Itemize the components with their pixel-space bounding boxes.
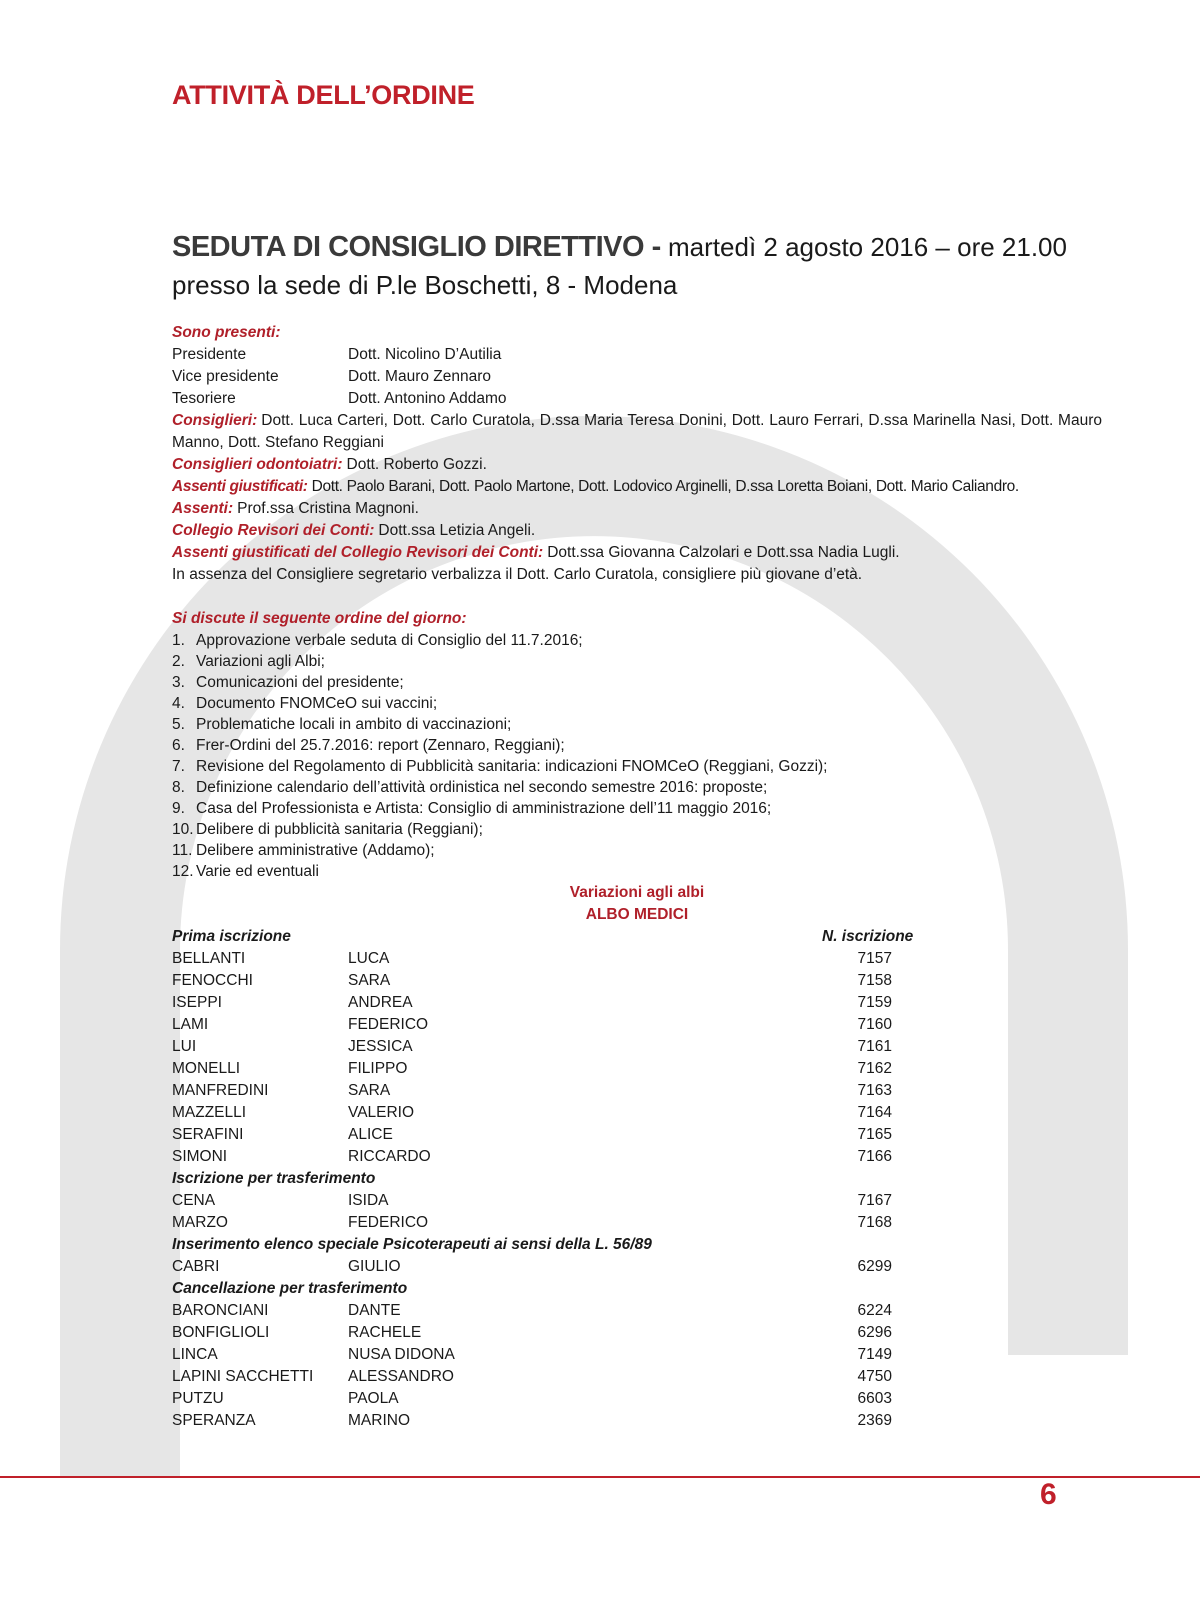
- agenda-item: 2. Variazioni agli Albi;: [172, 653, 325, 670]
- meeting-title-bold: SEDUTA DI CONSIGLIO DIRETTIVO -: [172, 231, 661, 263]
- register-entry: [172, 1080, 1102, 1102]
- entry-number: 2369: [857, 1412, 892, 1429]
- dental-councillors-line: Consiglieri odontoiatri: Dott. Roberto Gozzi.: [172, 456, 487, 473]
- register-entry: [172, 1102, 1102, 1124]
- register-title: Variazioni agli albi: [569, 884, 705, 901]
- register-group-heading: [172, 926, 1102, 948]
- entry-number: 7167: [857, 1192, 892, 1209]
- register-entry: [172, 970, 1102, 992]
- officer-row: Tesoriere Dott. Antonino Addamo: [172, 390, 507, 407]
- register-entry: [172, 1190, 1102, 1212]
- entry-number: 6296: [857, 1324, 892, 1341]
- entry-number: 7166: [857, 1148, 892, 1165]
- entry-name: SARA: [348, 972, 391, 989]
- register-group-heading: [172, 1278, 1102, 1300]
- entry-name: VALERIO: [348, 1104, 415, 1121]
- register-entry: [172, 1366, 1102, 1388]
- entry-surname: FENOCCHI: [172, 972, 253, 989]
- entry-surname: MONELLI: [172, 1060, 241, 1077]
- entry-surname: MARZO: [172, 1214, 228, 1231]
- entry-name: LUCA: [348, 950, 390, 967]
- entry-name: PAOLA: [348, 1390, 399, 1407]
- entry-surname: BARONCIANI: [172, 1302, 269, 1319]
- entry-name: FILIPPO: [348, 1060, 408, 1077]
- entry-number: 6603: [857, 1390, 892, 1407]
- agenda-item: 5. Problematiche locali in ambito di vaccinazioni;: [172, 716, 512, 733]
- register-group-label: Inserimento elenco speciale Psicoterapeuti ai sensi della L. 56/89: [172, 1236, 652, 1253]
- entry-number: 7158: [857, 972, 892, 989]
- absent-line: Assenti: Prof.ssa Cristina Magnoni.: [172, 500, 419, 517]
- entry-number: 7162: [857, 1060, 892, 1077]
- entry-surname: ISEPPI: [172, 994, 222, 1011]
- entry-name: GIULIO: [348, 1258, 401, 1275]
- present-label: Sono presenti:: [172, 324, 281, 341]
- register-entry: [172, 992, 1102, 1014]
- agenda-item: 12. Varie ed eventuali: [172, 863, 319, 880]
- entry-number: 7161: [857, 1038, 892, 1055]
- agenda-item: 10. Delibere di pubblicità sanitaria (Reggiani);: [172, 821, 483, 838]
- auditors-line: Collegio Revisori dei Conti: Dott.ssa Letizia Angeli.: [172, 522, 536, 539]
- entry-surname: BELLANTI: [172, 950, 246, 967]
- register-entry: [172, 1058, 1102, 1080]
- entry-name: ANDREA: [348, 994, 413, 1011]
- register-entry: [172, 1036, 1102, 1058]
- entry-number: 6299: [857, 1258, 892, 1275]
- entry-number: 7164: [857, 1104, 892, 1121]
- entry-surname: LAMI: [172, 1016, 209, 1033]
- entry-surname: MANFREDINI: [172, 1082, 269, 1099]
- register-entry: [172, 1388, 1102, 1410]
- entry-surname: BONFIGLIOLI: [172, 1324, 270, 1341]
- register-entry: [172, 1410, 1102, 1432]
- entry-number: 7157: [857, 950, 892, 967]
- officer-row: Presidente Dott. Nicolino D’Autilia: [172, 346, 502, 363]
- agenda-item: 11. Delibere amministrative (Addamo);: [172, 842, 435, 859]
- agenda-label: Si discute il seguente ordine del giorno:: [172, 610, 467, 627]
- page-number: 6: [1040, 1478, 1057, 1511]
- entry-surname: SERAFINI: [172, 1126, 244, 1143]
- register-entry: [172, 1212, 1102, 1234]
- entry-name: FEDERICO: [348, 1214, 429, 1231]
- register-subtitle: ALBO MEDICI: [585, 906, 689, 923]
- auditors-excused-line: Assenti giustificati del Collegio Revisori dei Conti: Dott.ssa Giovanna Calzolari e Dott.ssa Nadia Lugli.: [172, 544, 900, 561]
- entry-number: 4750: [857, 1368, 892, 1385]
- entry-name: DANTE: [348, 1302, 401, 1319]
- register-group-label: Prima iscrizione: [172, 928, 291, 945]
- register-entry: [172, 1014, 1102, 1036]
- entry-surname: LUI: [172, 1038, 197, 1055]
- meeting-title: [172, 228, 1102, 304]
- entry-number: 6224: [857, 1302, 892, 1319]
- entry-name: RICCARDO: [348, 1148, 431, 1165]
- register-entry: [172, 1146, 1102, 1168]
- entry-name: FEDERICO: [348, 1016, 429, 1033]
- entry-name: ISIDA: [348, 1192, 389, 1209]
- register-number-header: N. iscrizione: [822, 928, 914, 945]
- entry-surname: CABRI: [172, 1258, 220, 1275]
- entry-name: ALESSANDRO: [348, 1368, 454, 1385]
- agenda-item: 9. Casa del Professionista e Artista: Consiglio di amministrazione dell’11 maggio 2016;: [172, 800, 772, 817]
- register-entry: [172, 1124, 1102, 1146]
- register-entry: [172, 1300, 1102, 1322]
- agenda-item: 3. Comunicazioni del presidente;: [172, 674, 404, 691]
- entry-number: 7160: [857, 1016, 892, 1033]
- minutes-body: [172, 322, 1102, 1432]
- section-header: ATTIVITÀ DELL’ORDINE: [172, 80, 475, 110]
- meeting-location: presso la sede di P.le Boschetti, 8 - Modena: [172, 270, 678, 300]
- register-table: [172, 926, 1102, 1432]
- entry-number: 7168: [857, 1214, 892, 1231]
- excused-line: Assenti giustificati: Dott. Paolo Barani, Dott. Paolo Martone, Dott. Lodovico Arginelli, D.ssa Loretta Boiani, Dott. Mario Caliandro.: [172, 478, 1019, 495]
- agenda-item: 4. Documento FNOMCeO sui vaccini;: [172, 695, 438, 712]
- entry-surname: LINCA: [172, 1346, 218, 1363]
- register-entry: [172, 1256, 1102, 1278]
- entry-name: ALICE: [348, 1126, 393, 1143]
- agenda-item: 7. Revisione del Regolamento di Pubblicità sanitaria: indicazioni FNOMCeO (Reggiani, Gozzi);: [172, 758, 828, 775]
- entry-surname: LAPINI SACCHETTI: [172, 1368, 314, 1385]
- register-group-heading: [172, 1234, 1102, 1256]
- councillors-line: Consiglieri: Dott. Luca Carteri, Dott. Carlo Curatola, D.ssa Maria Teresa Donini, Dott. Lauro Ferrari, D.ssa Marinella Nasi, Dott. Mauro Manno, Dott. Stefano Reggiani: [172, 412, 1102, 451]
- register-group-label: Cancellazione per trasferimento: [172, 1280, 408, 1297]
- entry-name: SARA: [348, 1082, 391, 1099]
- entry-number: 7149: [857, 1346, 892, 1363]
- agenda-item: 6. Frer-Ordini del 25.7.2016: report (Zennaro, Reggiani);: [172, 737, 565, 754]
- spacer: [172, 586, 1102, 608]
- entry-name: NUSA DIDONA: [348, 1346, 455, 1363]
- register-entry: [172, 1322, 1102, 1344]
- entry-name: MARINO: [348, 1412, 410, 1429]
- register-entry: [172, 948, 1102, 970]
- register-group-label: Iscrizione per trasferimento: [172, 1170, 376, 1187]
- entry-number: 7165: [857, 1126, 892, 1143]
- entry-number: 7163: [857, 1082, 892, 1099]
- agenda-item: 8. Definizione calendario dell’attività ordinistica nel secondo semestre 2016: proposte;: [172, 779, 768, 796]
- meeting-date: martedì 2 agosto 2016 – ore 21.00: [660, 232, 1067, 262]
- entry-name: JESSICA: [348, 1038, 413, 1055]
- entry-surname: SPERANZA: [172, 1412, 256, 1429]
- register-group-heading: [172, 1168, 1102, 1190]
- secretary-note: In assenza del Consigliere segretario verbalizza il Dott. Carlo Curatola, consigliere più giovane d’età.: [172, 566, 863, 583]
- entry-surname: CENA: [172, 1192, 216, 1209]
- entry-surname: PUTZU: [172, 1390, 224, 1407]
- officer-row: Vice presidente Dott. Mauro Zennaro: [172, 368, 492, 385]
- register-entry: [172, 1344, 1102, 1366]
- agenda-item: 1. Approvazione verbale seduta di Consiglio del 11.7.2016;: [172, 632, 583, 649]
- entry-number: 7159: [857, 994, 892, 1011]
- entry-name: RACHELE: [348, 1324, 422, 1341]
- footer-divider: [0, 1476, 1200, 1478]
- entry-surname: SIMONI: [172, 1148, 228, 1165]
- entry-surname: MAZZELLI: [172, 1104, 247, 1121]
